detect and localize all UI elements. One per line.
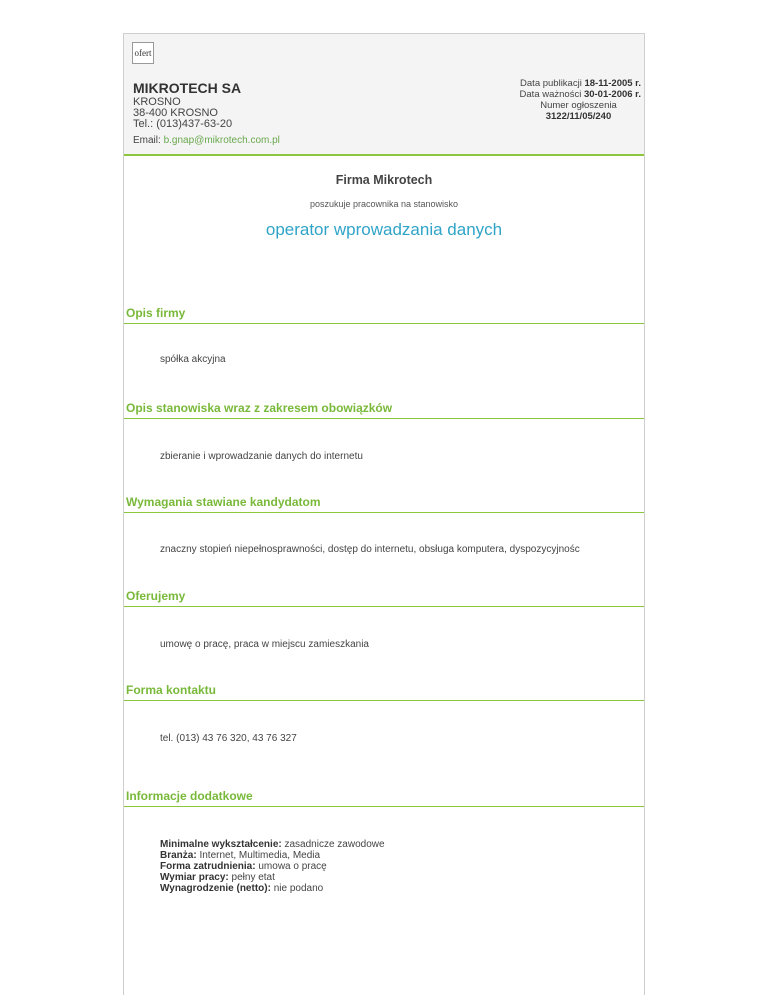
info-work-time: Wymiar pracy: pełny etat xyxy=(160,872,275,883)
section-title: Forma kontaktu xyxy=(124,683,644,701)
section-body: zbieranie i wprowadzanie danych do internetu xyxy=(160,451,363,462)
pub-date-label: Data publikacji xyxy=(520,78,582,89)
section-requirements xyxy=(124,495,644,555)
section-title: Oferujemy xyxy=(124,589,644,607)
additional-info-list xyxy=(160,839,385,894)
section-title: Wymagania stawiane kandydatom xyxy=(124,495,644,513)
section-duties xyxy=(124,401,644,462)
section-body: tel. (013) 43 76 320, 43 76 327 xyxy=(160,733,297,744)
section-body: umowę o pracę, praca w miejscu zamieszkania xyxy=(160,639,369,650)
email-label: Email: xyxy=(133,135,161,146)
pub-date: 18-11-2005 r. xyxy=(584,78,641,89)
section-body: spółka akcyjna xyxy=(160,354,226,365)
section-title: Opis stanowiska wraz z zakresem obowiązków xyxy=(124,401,644,419)
section-additional-info xyxy=(124,789,644,807)
company-city: KROSNO xyxy=(133,96,181,108)
section-offer xyxy=(124,589,644,650)
offer-number-label: Numer ogłoszenia xyxy=(540,100,617,111)
company-phone: Tel.: (013)437-63-20 xyxy=(133,118,233,130)
info-salary: Wynagrodzenie (netto): nie podano xyxy=(160,883,324,894)
offer-number: 3122/11/05/240 xyxy=(545,111,612,122)
valid-date: 30-01-2006 r. xyxy=(583,89,641,100)
header xyxy=(124,34,644,156)
section-contact xyxy=(124,683,644,744)
publication-info xyxy=(421,78,641,122)
info-industry: Branża: Internet, Multimedia, Media xyxy=(160,850,321,861)
hero-subtitle: poszukuje pracownika na stanowisko xyxy=(309,199,459,209)
section-body: znaczny stopień niepełnosprawności, dostęp do internetu, obsługa komputera, dyspozycyjnośc xyxy=(160,544,580,555)
valid-date-label: Data ważności xyxy=(519,89,582,100)
info-education: Minimalne wykształcenie: zasadnicze zawodowe xyxy=(160,839,385,850)
position-title: operator wprowadzania danych xyxy=(265,220,503,239)
email-link[interactable]: b.gnap@mikrotech.com.pl xyxy=(163,135,280,146)
logo: ofert xyxy=(132,42,154,64)
job-offer-page xyxy=(123,33,645,995)
company-postal: 38-400 KROSNO xyxy=(133,107,218,119)
section-company-description xyxy=(124,306,644,365)
email-line xyxy=(133,135,280,146)
info-employment-form: Forma zatrudnienia: umowa o pracę xyxy=(160,861,327,872)
section-title: Opis firmy xyxy=(124,306,644,324)
company-name: MIKROTECH SA xyxy=(133,80,242,96)
section-title: Informacje dodatkowe xyxy=(124,789,644,807)
hero-company: Firma Mikrotech xyxy=(335,173,433,187)
